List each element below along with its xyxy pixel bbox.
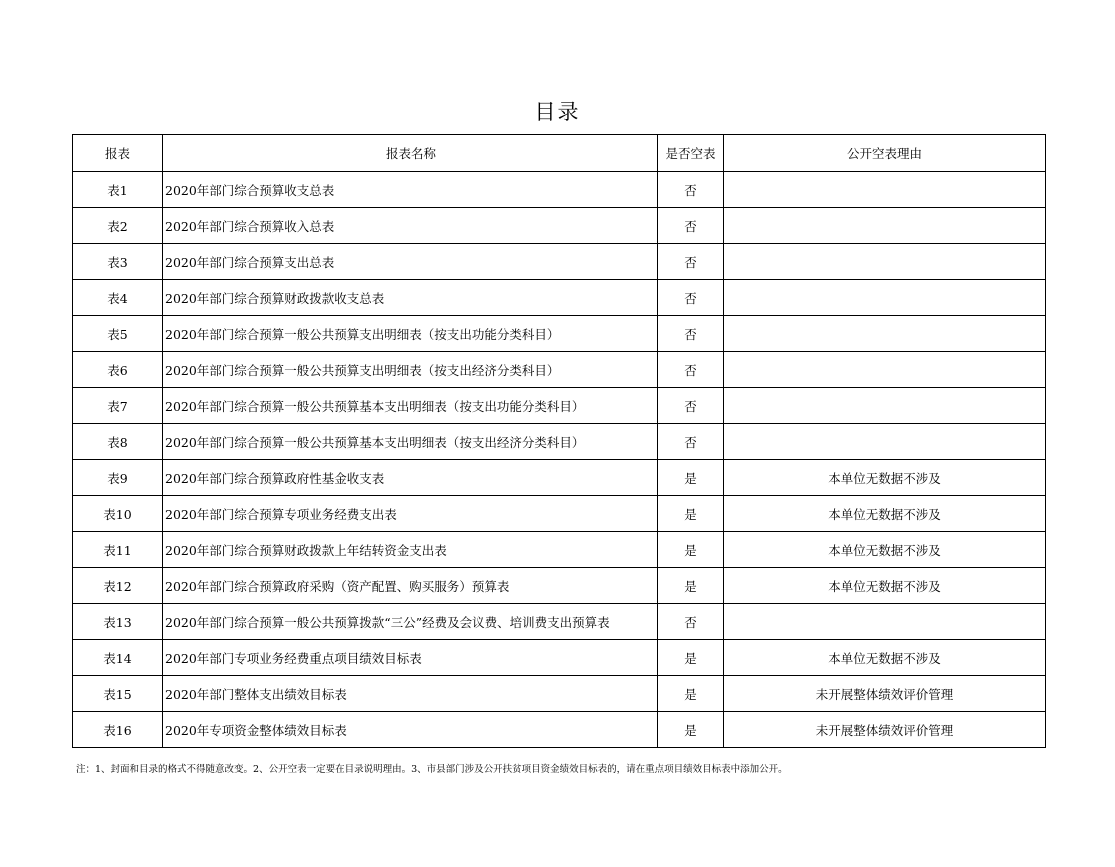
table-row: [73, 712, 1046, 748]
table-row: [73, 532, 1046, 568]
row-empty-reason: 本单位无数据不涉及: [724, 568, 1046, 604]
row-report-no: 表3: [73, 244, 163, 280]
row-report-name: 2020年部门综合预算政府采购（资产配置、购买服务）预算表: [163, 568, 658, 604]
row-is-empty: 是: [658, 712, 724, 748]
row-report-no: 表6: [73, 352, 163, 388]
row-is-empty: 否: [658, 352, 724, 388]
row-report-name: 2020年专项资金整体绩效目标表: [163, 712, 658, 748]
row-empty-reason: [724, 244, 1046, 280]
row-is-empty: 是: [658, 460, 724, 496]
row-report-no: 表15: [73, 676, 163, 712]
row-is-empty: 否: [658, 280, 724, 316]
table-row: [73, 208, 1046, 244]
row-report-name: 2020年部门综合预算一般公共预算支出明细表（按支出功能分类科目）: [163, 316, 658, 352]
table-row: [73, 352, 1046, 388]
row-report-name: 2020年部门综合预算政府性基金收支表: [163, 460, 658, 496]
row-is-empty: 否: [658, 316, 724, 352]
row-report-no: 表4: [73, 280, 163, 316]
table-row: [73, 172, 1046, 208]
row-report-name: 2020年部门整体支出绩效目标表: [163, 676, 658, 712]
row-report-name: 2020年部门综合预算财政拨款上年结转资金支出表: [163, 532, 658, 568]
row-report-name: 2020年部门综合预算一般公共预算拨款“三公”经费及会议费、培训费支出预算表: [163, 604, 658, 640]
header-report-name: 报表名称: [163, 135, 658, 172]
row-empty-reason: 本单位无数据不涉及: [724, 640, 1046, 676]
row-is-empty: 否: [658, 244, 724, 280]
row-report-no: 表1: [73, 172, 163, 208]
row-report-no: 表5: [73, 316, 163, 352]
row-is-empty: 是: [658, 640, 724, 676]
row-report-no: 表16: [73, 712, 163, 748]
table-row: [73, 316, 1046, 352]
row-is-empty: 否: [658, 424, 724, 460]
row-report-name: 2020年部门综合预算收支总表: [163, 172, 658, 208]
row-empty-reason: 未开展整体绩效评价管理: [724, 712, 1046, 748]
row-report-name: 2020年部门综合预算财政拨款收支总表: [163, 280, 658, 316]
row-report-no: 表14: [73, 640, 163, 676]
row-report-no: 表9: [73, 460, 163, 496]
table-row: [73, 568, 1046, 604]
row-is-empty: 是: [658, 676, 724, 712]
row-empty-reason: 本单位无数据不涉及: [724, 496, 1046, 532]
header-row: [73, 135, 1046, 172]
row-report-name: 2020年部门综合预算一般公共预算基本支出明细表（按支出功能分类科目）: [163, 388, 658, 424]
row-empty-reason: [724, 388, 1046, 424]
table-row: [73, 388, 1046, 424]
row-empty-reason: 未开展整体绩效评价管理: [724, 676, 1046, 712]
row-empty-reason: 本单位无数据不涉及: [724, 532, 1046, 568]
row-empty-reason: [724, 172, 1046, 208]
row-report-no: 表7: [73, 388, 163, 424]
table-row: [73, 640, 1046, 676]
toc-table: [72, 134, 1046, 748]
table-row: [73, 280, 1046, 316]
row-report-no: 表2: [73, 208, 163, 244]
row-report-name: 2020年部门综合预算一般公共预算支出明细表（按支出经济分类科目）: [163, 352, 658, 388]
row-report-no: 表10: [73, 496, 163, 532]
row-empty-reason: [724, 208, 1046, 244]
footnote: 注：1、封面和目录的格式不得随意改变。2、公开空表一定要在目录说明理由。3、市县部门涉及公开扶贫项目资金绩效目标表的，请在重点项目绩效目标表中添加公开。: [76, 764, 788, 775]
row-empty-reason: [724, 280, 1046, 316]
row-report-name: 2020年部门专项业务经费重点项目绩效目标表: [163, 640, 658, 676]
table-row: [73, 604, 1046, 640]
row-empty-reason: [724, 424, 1046, 460]
page-title: 目录: [534, 100, 581, 124]
row-report-no: 表12: [73, 568, 163, 604]
row-is-empty: 是: [658, 532, 724, 568]
row-empty-reason: [724, 316, 1046, 352]
table-row: [73, 460, 1046, 496]
table-row: [73, 244, 1046, 280]
row-empty-reason: [724, 352, 1046, 388]
row-is-empty: 否: [658, 388, 724, 424]
row-is-empty: 是: [658, 496, 724, 532]
table-row: [73, 424, 1046, 460]
row-report-name: 2020年部门综合预算一般公共预算基本支出明细表（按支出经济分类科目）: [163, 424, 658, 460]
row-report-name: 2020年部门综合预算收入总表: [163, 208, 658, 244]
row-report-name: 2020年部门综合预算支出总表: [163, 244, 658, 280]
row-is-empty: 是: [658, 568, 724, 604]
row-report-no: 表8: [73, 424, 163, 460]
row-is-empty: 否: [658, 604, 724, 640]
row-empty-reason: [724, 604, 1046, 640]
row-report-name: 2020年部门综合预算专项业务经费支出表: [163, 496, 658, 532]
table-row: [73, 676, 1046, 712]
row-is-empty: 否: [658, 172, 724, 208]
row-report-no: 表13: [73, 604, 163, 640]
row-empty-reason: 本单位无数据不涉及: [724, 460, 1046, 496]
header-report-no: 报表: [73, 135, 163, 172]
header-empty-reason: 公开空表理由: [724, 135, 1046, 172]
row-report-no: 表11: [73, 532, 163, 568]
table-row: [73, 496, 1046, 532]
toc-body: [73, 172, 1046, 748]
row-is-empty: 否: [658, 208, 724, 244]
header-is-empty: 是否空表: [658, 135, 724, 172]
